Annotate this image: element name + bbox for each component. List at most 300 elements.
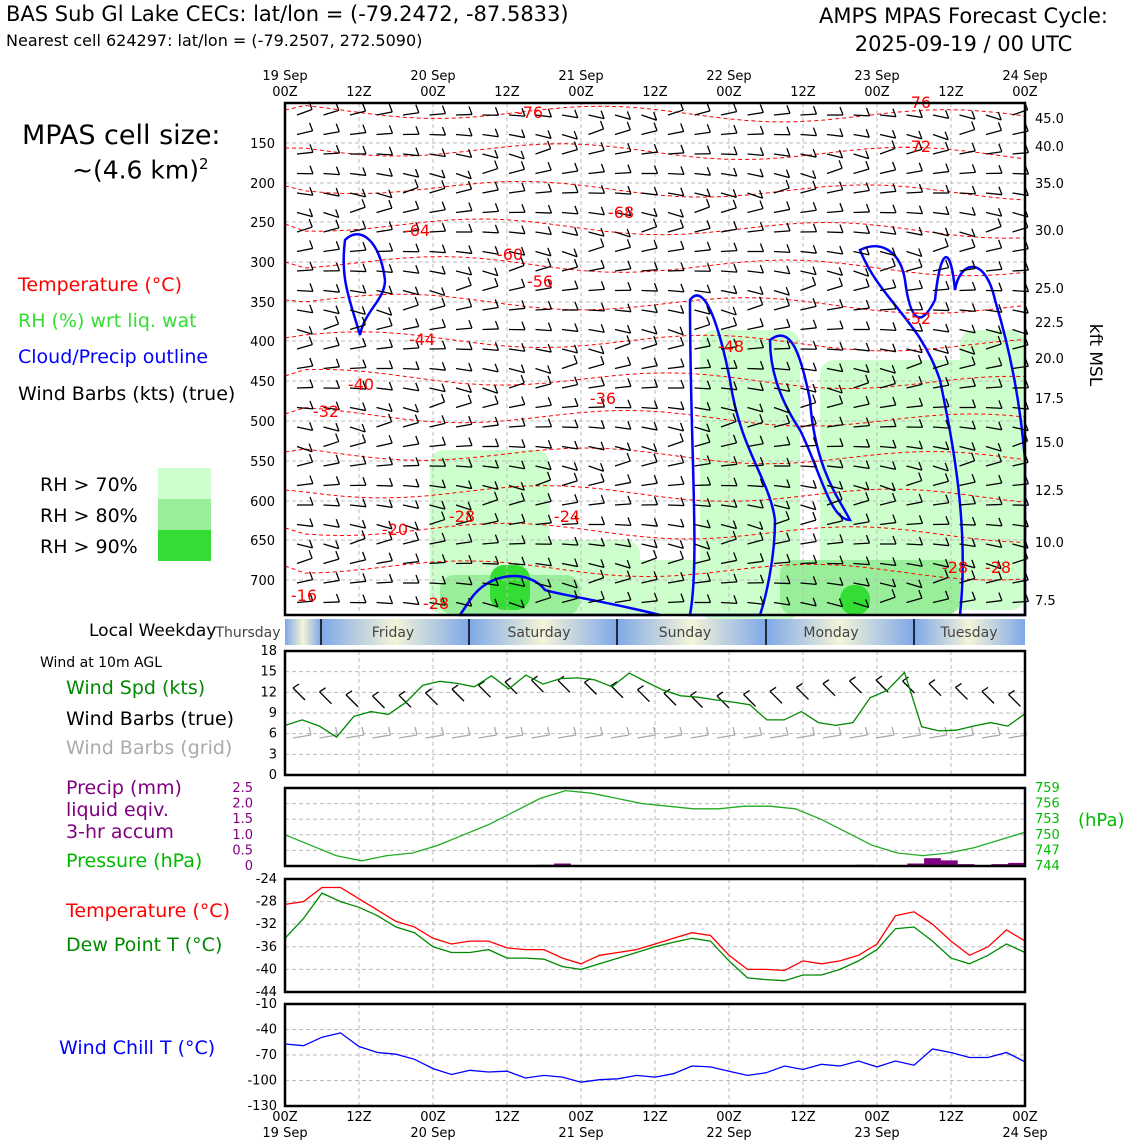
wind-barb bbox=[960, 151, 976, 154]
wind-barb bbox=[350, 539, 365, 544]
wind-barb bbox=[483, 190, 499, 193]
wind-barb bbox=[483, 232, 499, 233]
wind-barb-flag bbox=[681, 123, 684, 131]
bottom-hour-label: 00Z bbox=[420, 1110, 446, 1125]
wind-barb-flag bbox=[336, 519, 339, 527]
wind-barb bbox=[350, 408, 366, 411]
wind-barb bbox=[589, 364, 604, 368]
wind-barb-flag bbox=[390, 361, 393, 369]
wind-barb-flag bbox=[628, 400, 631, 408]
wind-barb-flag bbox=[389, 478, 392, 486]
wind-barb bbox=[324, 525, 340, 528]
wind-barb bbox=[456, 154, 472, 157]
wind-barb-flag bbox=[680, 220, 683, 228]
wind-barb-flag bbox=[416, 575, 419, 583]
wind-barb-flag bbox=[416, 244, 419, 252]
wind-barb bbox=[748, 134, 764, 135]
wind-barb bbox=[377, 133, 393, 134]
wind-barb-flag bbox=[601, 324, 604, 332]
wind-barb-flag bbox=[495, 225, 498, 233]
wind-barb bbox=[589, 427, 605, 428]
wind-barb bbox=[430, 252, 446, 253]
wind-barb bbox=[827, 329, 843, 330]
wind-barb bbox=[986, 248, 1002, 252]
wind-barb bbox=[456, 211, 472, 213]
wind-barb bbox=[960, 130, 975, 135]
wind-barb bbox=[324, 442, 339, 447]
wind-barb bbox=[827, 271, 842, 275]
wind-barb bbox=[297, 270, 313, 271]
wind-barb bbox=[350, 346, 366, 349]
wind-barb bbox=[562, 349, 578, 353]
wind-barb bbox=[350, 505, 366, 507]
temperature-tick-label: -36 bbox=[255, 939, 277, 955]
wind-barb bbox=[827, 154, 843, 158]
wind-barb bbox=[721, 271, 737, 272]
wind-barb-flag bbox=[813, 181, 816, 189]
wind-barb bbox=[933, 150, 949, 154]
wind-barb-flag bbox=[681, 380, 684, 388]
wind-barb-flag bbox=[575, 441, 578, 449]
wind-barb-flag bbox=[363, 125, 366, 133]
wind-barb bbox=[721, 603, 737, 604]
wind-barb bbox=[483, 154, 498, 158]
wind-barb bbox=[960, 247, 975, 251]
true-wind-barb bbox=[479, 685, 491, 697]
wind-barb bbox=[801, 520, 816, 524]
wind-barb-flag bbox=[309, 550, 312, 558]
cell-size-label: MPAS cell size: bbox=[22, 120, 221, 151]
wind-barb-flag bbox=[575, 206, 578, 214]
wind-barb bbox=[695, 250, 711, 252]
grid-wind-barb bbox=[373, 735, 391, 738]
wind-barb bbox=[986, 269, 1002, 271]
wind-barb bbox=[377, 603, 393, 604]
wind-barb-flag bbox=[522, 439, 525, 447]
wind-barb bbox=[907, 267, 922, 271]
wind-barb bbox=[297, 310, 313, 313]
wind-barb bbox=[509, 154, 524, 159]
wind-barb-flag bbox=[628, 186, 631, 194]
grid-wind-barb bbox=[452, 735, 470, 738]
wind-barb-flag bbox=[946, 164, 949, 172]
wind-barb bbox=[377, 154, 393, 155]
wind-barb-flag bbox=[389, 125, 392, 133]
wind-barb-flag bbox=[310, 144, 313, 152]
wind-barb-flag bbox=[787, 148, 790, 156]
wind-barb-flag bbox=[601, 356, 604, 364]
rh-region-5 bbox=[620, 560, 760, 615]
wind-barb bbox=[350, 427, 365, 432]
grid-wind-barb bbox=[770, 735, 788, 738]
wind-barb bbox=[509, 191, 525, 193]
wind-barb bbox=[324, 132, 340, 135]
weekday-label: Thursday bbox=[215, 625, 281, 641]
wind-barb-flag bbox=[310, 240, 313, 248]
wind-barb-flag bbox=[389, 596, 392, 604]
temperature-contour-label: -28 bbox=[941, 558, 969, 577]
wind-barb-flag bbox=[363, 103, 366, 111]
wind-barb bbox=[615, 386, 631, 388]
wind-barb-flag bbox=[813, 480, 816, 488]
height-tick-label: 10.0 bbox=[1035, 536, 1064, 551]
wind-barb bbox=[403, 540, 419, 544]
true-wind-barb bbox=[373, 696, 385, 708]
wind-barb bbox=[430, 188, 445, 193]
grid-wind-barb bbox=[585, 735, 603, 738]
weekday-band bbox=[285, 619, 321, 645]
wind-barb-flag bbox=[336, 241, 339, 249]
wind-barb bbox=[377, 112, 393, 115]
wind-barb-flag bbox=[442, 149, 445, 157]
wind-barb-flag bbox=[946, 324, 949, 332]
grid-wind-barb-flag bbox=[892, 727, 894, 735]
wind-barb bbox=[748, 465, 764, 466]
wind-barb-flag bbox=[734, 286, 737, 294]
wind-barb bbox=[403, 388, 419, 391]
wind-barb-flag bbox=[707, 146, 710, 154]
wind-barb-flag bbox=[416, 126, 419, 134]
height-tick-label: 40.0 bbox=[1035, 140, 1064, 155]
top-hour-label: 12Z bbox=[346, 85, 372, 100]
wind-barb-flag bbox=[627, 239, 630, 247]
temperature-tick-label: -32 bbox=[255, 917, 277, 933]
wind-barb-flag bbox=[813, 363, 816, 371]
wind-barb bbox=[562, 213, 578, 214]
wind-chill-panel bbox=[247, 997, 1047, 1140]
wind-barb bbox=[403, 465, 419, 466]
local-weekday-label: Local Weekday bbox=[89, 621, 217, 641]
wind-barb bbox=[430, 114, 446, 115]
grid-wind-barb bbox=[664, 735, 682, 738]
wind-barb-flag bbox=[522, 204, 525, 212]
wind-barb bbox=[430, 210, 446, 213]
wind-barb-flag bbox=[416, 105, 419, 113]
wind-barb-flag bbox=[972, 122, 975, 130]
wind-barb bbox=[589, 129, 604, 134]
wind-barb bbox=[668, 193, 684, 196]
wind-barb bbox=[933, 407, 949, 408]
wind-barb bbox=[456, 252, 472, 254]
bottom-hour-label: 00Z bbox=[568, 1110, 594, 1125]
wind-barb bbox=[483, 564, 499, 565]
wind-barb bbox=[589, 213, 605, 215]
wind-barb-flag bbox=[442, 106, 445, 114]
top-day-label: 22 Sep bbox=[706, 69, 752, 84]
wind-barb bbox=[880, 115, 896, 117]
wind-barb bbox=[483, 271, 498, 276]
wind-barb bbox=[350, 560, 366, 564]
wind-barb bbox=[377, 193, 392, 198]
wind-barb-flag bbox=[760, 318, 763, 326]
wind-barb-flag bbox=[866, 182, 869, 190]
pressure-tick-label: 550 bbox=[250, 455, 275, 470]
wind-barb bbox=[748, 326, 764, 329]
wind-barb bbox=[907, 192, 923, 193]
top-hour-label: 00Z bbox=[716, 85, 742, 100]
wind-barb bbox=[377, 347, 393, 349]
wind-barb bbox=[880, 330, 896, 331]
true-wind-barb-flag bbox=[823, 680, 829, 684]
wind-barb-flag bbox=[416, 383, 419, 391]
wind-barb-flag bbox=[813, 149, 816, 157]
wind-barb bbox=[695, 111, 710, 115]
wind-barb-flag bbox=[945, 238, 948, 246]
wind-barb bbox=[774, 113, 790, 115]
wind-barb-flag bbox=[627, 453, 630, 461]
wind-barb-flag bbox=[336, 551, 339, 559]
wind-barb bbox=[483, 307, 499, 310]
wind-barb bbox=[324, 110, 339, 115]
wind-barb-flag bbox=[548, 440, 551, 448]
top-hour-label: 12Z bbox=[642, 85, 668, 100]
wind-barb-flag bbox=[972, 282, 975, 290]
wind-barb bbox=[562, 481, 577, 486]
wind-barb-flag bbox=[628, 517, 631, 525]
grid-wind-barb bbox=[532, 735, 550, 738]
true-wind-barb bbox=[346, 695, 358, 707]
wind-barb-flag bbox=[866, 204, 869, 212]
wind-barb bbox=[297, 291, 313, 292]
bottom-hour-label: 00Z bbox=[716, 1110, 742, 1125]
wind-barb-flag bbox=[495, 161, 498, 169]
wind-barb-flag bbox=[416, 148, 419, 156]
wind-barb-flag bbox=[310, 123, 313, 131]
wind-barb bbox=[562, 427, 578, 428]
bottom-hour-label: 00Z bbox=[1012, 1110, 1038, 1125]
wind-barb bbox=[562, 150, 577, 154]
wind-barb bbox=[774, 174, 789, 178]
wind-barb-flag bbox=[681, 476, 684, 484]
wind-barb-flag bbox=[866, 343, 869, 351]
wind-barb-flag bbox=[654, 123, 657, 131]
wind-barb bbox=[854, 135, 870, 138]
wind-barb-flag bbox=[415, 180, 418, 188]
grid-wind-barb bbox=[505, 735, 523, 738]
wind-barb bbox=[615, 330, 631, 334]
wind-barb-flag bbox=[416, 361, 419, 369]
rh-80-label: RH > 80% bbox=[40, 505, 138, 527]
wind-barb bbox=[960, 172, 976, 173]
wind-barb-flag bbox=[363, 167, 366, 175]
wind-barb bbox=[854, 447, 870, 448]
wind-barb-flag bbox=[628, 378, 631, 386]
wind-barb-flag bbox=[363, 338, 366, 346]
top-hour-label: 12Z bbox=[938, 85, 964, 100]
wind-speed-tick-label: 18 bbox=[260, 644, 277, 659]
wind-barb-flag bbox=[866, 161, 869, 169]
wind-barb bbox=[774, 209, 790, 212]
wind-barb bbox=[562, 115, 578, 118]
wind-barb bbox=[774, 271, 790, 274]
wind-barb bbox=[668, 345, 684, 349]
wind-barb bbox=[536, 266, 551, 271]
wind-barb bbox=[589, 172, 605, 174]
wind-barb bbox=[430, 423, 446, 427]
wind-barb bbox=[748, 112, 764, 115]
wind-barb-flag bbox=[336, 498, 339, 506]
wind-barb bbox=[430, 291, 445, 296]
wind-barb bbox=[324, 310, 340, 314]
wind-chill-tick-label: -40 bbox=[255, 1022, 277, 1038]
wind-barb bbox=[324, 463, 340, 466]
wind-barb bbox=[297, 484, 313, 486]
height-tick-label: 45.0 bbox=[1035, 112, 1064, 127]
top-hour-label: 12Z bbox=[790, 85, 816, 100]
height-tick-label: 25.0 bbox=[1035, 282, 1064, 297]
wind-barb-flag bbox=[681, 241, 684, 249]
wind-barb-flag bbox=[548, 227, 551, 235]
true-wind-barb bbox=[850, 681, 862, 693]
wind-barb bbox=[430, 231, 446, 232]
grid-wind-barb bbox=[638, 735, 656, 738]
height-tick-label: 35.0 bbox=[1035, 177, 1064, 192]
wind-barb-flag bbox=[310, 379, 313, 387]
wind-barb bbox=[589, 150, 605, 154]
wind-barb-flag bbox=[468, 395, 471, 403]
cloud-outline-0 bbox=[344, 234, 385, 335]
wind-barb bbox=[960, 193, 976, 194]
wind-barb bbox=[297, 427, 313, 430]
wind-barb-flag bbox=[787, 319, 790, 327]
grid-wind-barb bbox=[691, 735, 709, 738]
wind-barb-flag bbox=[972, 164, 975, 172]
wind-barb-flag bbox=[707, 199, 710, 207]
grid-wind-barb bbox=[399, 735, 417, 738]
pressure-tick-label: 150 bbox=[250, 137, 275, 152]
true-wind-barb-flag bbox=[850, 677, 856, 681]
temperature-tick-label: -44 bbox=[255, 985, 277, 1000]
temperature-contour-label: -68 bbox=[607, 203, 635, 222]
wind-barb bbox=[880, 191, 896, 193]
wind-barb-flag bbox=[469, 299, 472, 307]
wind-barb bbox=[668, 174, 684, 175]
wind-barb-flag bbox=[574, 473, 577, 481]
wind-barb bbox=[324, 174, 340, 175]
top-hour-label: 00Z bbox=[568, 85, 594, 100]
wind-barb-flag bbox=[840, 225, 843, 233]
wind-barb bbox=[562, 289, 578, 291]
grid-wind-barb bbox=[876, 735, 894, 738]
height-tick-label: 30.0 bbox=[1035, 224, 1064, 239]
wind-barb bbox=[350, 229, 366, 232]
wind-barb-flag bbox=[760, 126, 763, 134]
pressure-tick-label: 759 bbox=[1035, 781, 1060, 796]
weekday-label: Saturday bbox=[507, 625, 571, 641]
wind-barb-flag bbox=[734, 168, 737, 176]
wind-barb bbox=[403, 113, 419, 115]
temperature-contour-label: -16 bbox=[290, 586, 318, 605]
temperature-contour-label: -36 bbox=[589, 389, 617, 408]
wind-barb bbox=[748, 230, 764, 232]
wind-barb bbox=[748, 305, 763, 310]
wind-barb-flag bbox=[733, 317, 736, 325]
wind-barb-flag bbox=[840, 246, 843, 254]
wind-barb bbox=[695, 228, 711, 232]
wind-barb bbox=[854, 287, 870, 291]
wind-barb bbox=[403, 444, 419, 447]
wind-barb-flag bbox=[628, 143, 631, 151]
wind-barb bbox=[827, 211, 843, 212]
wind-barb bbox=[615, 427, 631, 429]
wind-barb-flag bbox=[469, 342, 472, 350]
height-axis-label: kft MSL bbox=[1085, 323, 1105, 387]
wind-barb-flag bbox=[734, 264, 737, 272]
legend-surface-temperature: Temperature (°C) bbox=[66, 900, 230, 922]
wind-barb-flag bbox=[468, 277, 471, 285]
precip-tick-label: 1.0 bbox=[232, 827, 253, 843]
cell-size-exponent: 2 bbox=[199, 155, 209, 173]
wind-barb-flag bbox=[998, 219, 1001, 227]
wind-barb bbox=[509, 426, 525, 427]
wind-chill-tick-label: -130 bbox=[247, 1099, 277, 1114]
wind-barb-flag bbox=[628, 357, 631, 365]
wind-barb-flag bbox=[628, 165, 631, 173]
wind-barb bbox=[456, 189, 472, 193]
wind-barb-flag bbox=[363, 264, 366, 272]
grid-wind-barb-flag bbox=[760, 727, 762, 735]
temperature-contour-label: -20 bbox=[381, 520, 409, 539]
wind-barb bbox=[324, 291, 340, 293]
wind-barb bbox=[536, 369, 551, 374]
wind-barb bbox=[509, 135, 525, 138]
wind-barb-flag bbox=[575, 420, 578, 428]
wind-barb-flag bbox=[469, 245, 472, 253]
wind-barb bbox=[536, 309, 552, 310]
wind-barb bbox=[350, 291, 366, 294]
grid-wind-barb bbox=[850, 735, 868, 738]
wind-barb bbox=[907, 213, 923, 214]
wind-barb bbox=[456, 135, 472, 136]
wind-barb bbox=[642, 291, 658, 292]
wind-barb-flag bbox=[681, 262, 684, 270]
wind-barb bbox=[509, 447, 525, 448]
wind-barb-flag bbox=[363, 285, 366, 293]
precip-tick-label: 1.5 bbox=[232, 812, 253, 828]
top-hour-label: 00Z bbox=[420, 85, 446, 100]
wind-barb bbox=[350, 442, 365, 446]
legend-wind-barbs: Wind Barbs (kts) (true) bbox=[18, 383, 236, 405]
wind-barb bbox=[430, 388, 446, 392]
wind-barb bbox=[933, 310, 949, 311]
wind-barb-flag bbox=[469, 128, 472, 136]
wind-barb bbox=[854, 115, 870, 116]
temperature-tick-label: -28 bbox=[255, 894, 277, 910]
wind-barb bbox=[297, 558, 312, 563]
wind-barb bbox=[297, 213, 312, 217]
wind-barb bbox=[615, 173, 631, 174]
wind-barb-flag bbox=[787, 244, 790, 252]
wind-barb bbox=[403, 154, 419, 156]
wind-barb bbox=[907, 252, 922, 257]
wind-barb-flag bbox=[363, 552, 366, 560]
wind-barb bbox=[589, 310, 605, 311]
wind-barb bbox=[483, 349, 499, 350]
grid-wind-barb bbox=[293, 735, 311, 738]
wind-barb-flag bbox=[601, 185, 604, 193]
temperature-tick-label: -40 bbox=[255, 962, 277, 978]
temperature-contour-label: -44 bbox=[408, 330, 436, 349]
height-tick-label: 12.5 bbox=[1035, 484, 1064, 499]
weekday-label: Sunday bbox=[658, 625, 712, 641]
wind-barb-flag bbox=[310, 305, 313, 313]
wind-barb bbox=[536, 405, 552, 407]
wind-barb bbox=[960, 310, 976, 311]
wind-barb bbox=[430, 135, 446, 136]
wind-barb bbox=[827, 252, 843, 255]
wind-barb-flag bbox=[310, 358, 313, 366]
wind-barb-flag bbox=[336, 188, 339, 196]
